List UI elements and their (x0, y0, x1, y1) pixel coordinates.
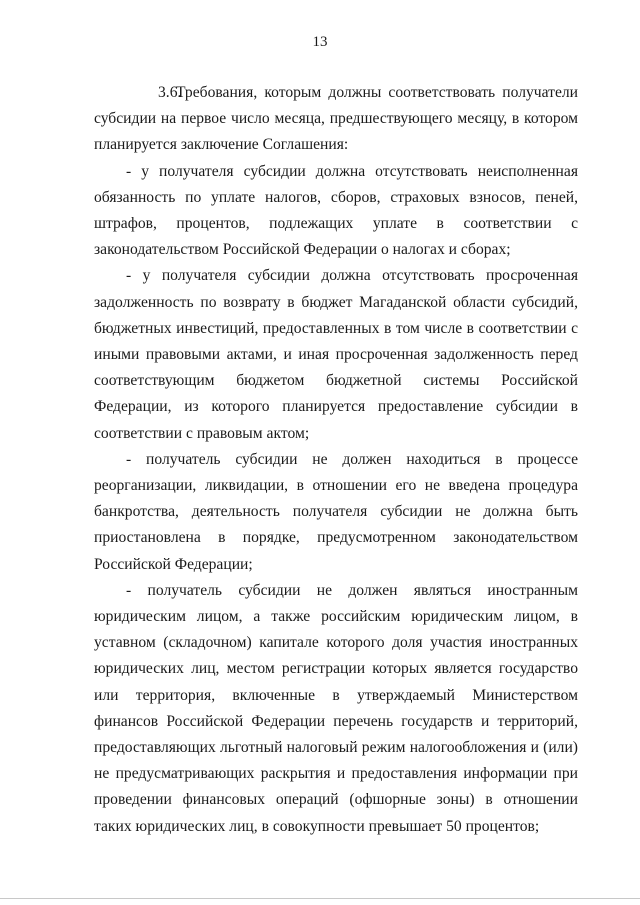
section-number: 3.6. (158, 84, 182, 101)
requirement-item: - у получателя субсидии должна отсутствовать просроченная задолженность по возврату в бюджет Магаданской области субсидий, бюджетных инвестиций, предоставленных в том числе в соответствии с иными правовыми актами, и иная просроченная задолженность перед соответствующим бюджетом бюджетной системы Российской Федерации, из которого планируется предоставление субсидии в соответствии с правовым актом; (94, 267, 578, 442)
requirement-item: - получатель субсидии не должен находиться в процессе реорганизации, ликвидации, в отношении его не введена процедура банкротства, деятельность получателя субсидии не должна быть приостановлена в порядке, предусмотренном законодательством Российской Федерации; (94, 450, 578, 573)
page-number: 13 (312, 34, 328, 50)
requirement-item: - у получателя субсидии должна отсутствовать неисполненная обязанность по уплате налогов, сборов, страховых взносов, пеней, штрафов, процентов, подлежащих уплате в соответствии с законодательством Российской Федерации о налогах и сборах; (94, 162, 578, 259)
requirement-item: - получатель субсидии не должен являться иностранным юридическим лицом, а также российским юридическим лицом, в уставном (складочном) капитале которого доля участия иностранных юридических лиц, местом регистрации которых является государство или территория, включенные в утверждаемый Министерством финансов Российской Федерации перечень государств и территорий, предоставляющих льготный налоговый режим налогообложения и (или) не предусматривающих раскрытия и предоставления информации при проведении финансовых операций (офшорные зоны) в отношении таких юридических лиц, в совокупности превышает 50 процентов; (94, 581, 578, 835)
section-intro (94, 80, 578, 159)
page-bottom-edge (0, 898, 640, 899)
document-body (94, 80, 578, 840)
section-intro-text: Требования, которым должны соответствовать получатели субсидии на первое число месяца, предшествующего месяцу, в котором планируется заключение Соглашения: (94, 84, 578, 154)
